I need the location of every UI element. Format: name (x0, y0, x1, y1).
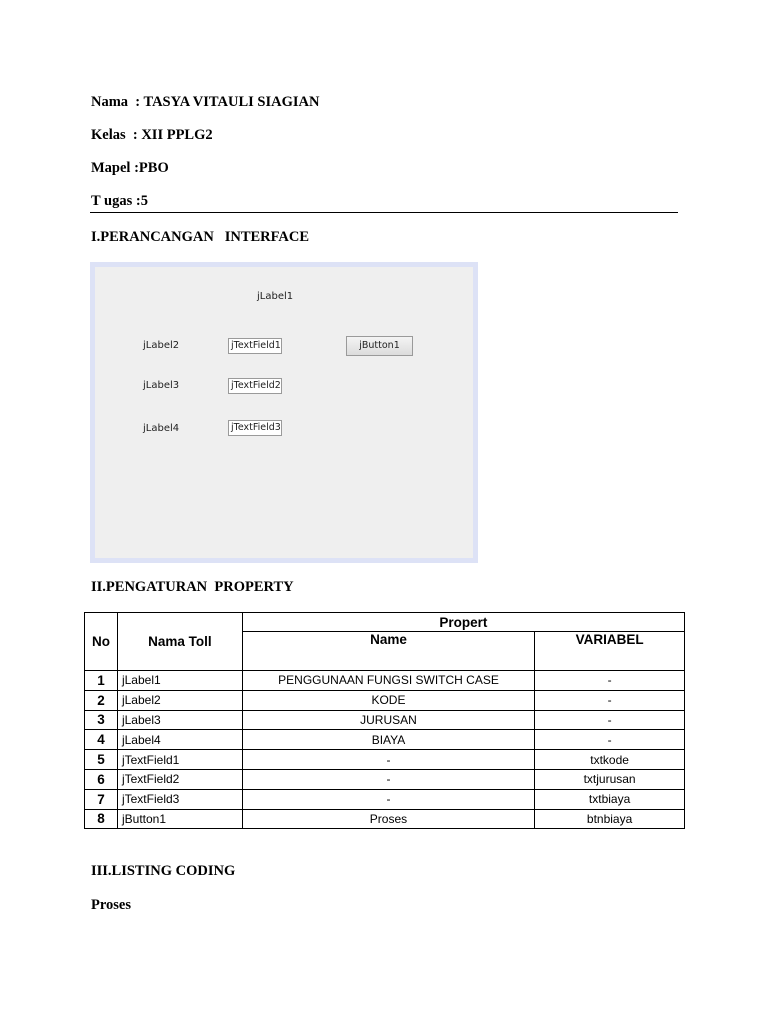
row-no: 5 (85, 750, 118, 770)
row-variabel: - (535, 671, 685, 691)
mockup-label-3: jLabel3 (143, 380, 180, 391)
table-row (85, 750, 685, 770)
row-name: JURUSAN (242, 710, 534, 730)
row-variabel: txtjurusan (535, 769, 685, 789)
mockup-textfield-2: jTextField2 (228, 378, 282, 394)
row-name: PENGGUNAAN FUNGSI SWITCH CASE (242, 671, 534, 691)
interface-mockup (90, 262, 478, 563)
header-propert: Propert (242, 613, 684, 632)
property-table (84, 612, 685, 829)
table-row (85, 690, 685, 710)
row-no: 4 (85, 730, 118, 750)
mockup-label-4: jLabel4 (143, 423, 180, 434)
row-no: 8 (85, 809, 118, 829)
table-row (85, 769, 685, 789)
row-tool: jTextField3 (117, 789, 242, 809)
row-tool: jTextField2 (117, 769, 242, 789)
row-variabel: btnbiaya (535, 809, 685, 829)
tugas-line: T ugas :5 (91, 193, 148, 209)
mockup-textfield-1: jTextField1 (228, 338, 282, 354)
row-name: - (242, 750, 534, 770)
row-name: Proses (242, 809, 534, 829)
row-tool: jLabel2 (117, 690, 242, 710)
row-tool: jTextField1 (117, 750, 242, 770)
header-divider (90, 212, 678, 213)
mockup-textfield-3: jTextField3 (228, 420, 282, 436)
table-row (85, 730, 685, 750)
row-no: 7 (85, 789, 118, 809)
table-row (85, 789, 685, 809)
mockup-label-1: jLabel1 (257, 291, 294, 302)
row-name: - (242, 789, 534, 809)
header-nama-toll: Nama Toll (117, 613, 242, 671)
header-name: Name (242, 632, 534, 671)
row-tool: jLabel4 (117, 730, 242, 750)
section-title-interface: I.PERANCANGAN INTERFACE (91, 229, 310, 245)
row-variabel: txtkode (535, 750, 685, 770)
row-no: 2 (85, 690, 118, 710)
row-name: KODE (242, 690, 534, 710)
header-no: No (85, 613, 118, 671)
header-variabel: VARIABEL (535, 632, 685, 671)
row-name: BIAYA (242, 730, 534, 750)
mockup-button-1: jButton1 (346, 336, 413, 356)
row-variabel: - (535, 730, 685, 750)
section-title-listing: III.LISTING CODING (91, 863, 236, 879)
row-variabel: - (535, 690, 685, 710)
row-tool: jButton1 (117, 809, 242, 829)
row-no: 1 (85, 671, 118, 691)
row-tool: jLabel1 (117, 671, 242, 691)
listing-subtitle-proses: Proses (91, 897, 132, 913)
table-row (85, 809, 685, 829)
mockup-panel (95, 267, 473, 558)
table-row (85, 671, 685, 691)
row-tool: jLabel3 (117, 710, 242, 730)
row-name: - (242, 769, 534, 789)
nama-line: Nama : TASYA VITAULI SIAGIAN (91, 94, 320, 110)
kelas-line: Kelas : XII PPLG2 (91, 127, 213, 143)
table-row (85, 710, 685, 730)
mockup-label-2: jLabel2 (143, 340, 180, 351)
mapel-line: Mapel :PBO (91, 160, 169, 176)
row-no: 3 (85, 710, 118, 730)
section-title-property: II.PENGATURAN PROPERTY (91, 579, 294, 595)
row-no: 6 (85, 769, 118, 789)
row-variabel: - (535, 710, 685, 730)
row-variabel: txtbiaya (535, 789, 685, 809)
